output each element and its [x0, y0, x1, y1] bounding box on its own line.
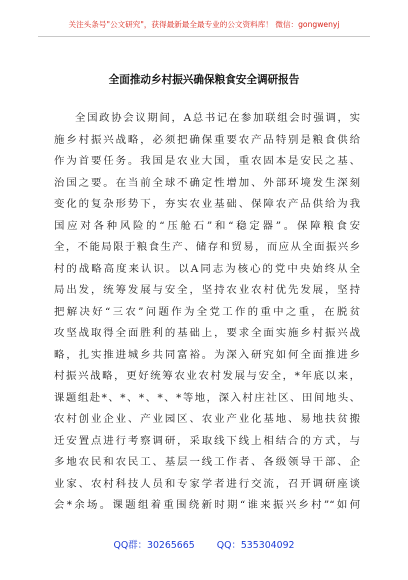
body-line: 村振兴战略，更好统筹农业农村发展与安全，*年底以来，: [54, 370, 360, 382]
body-line: 略，扎实推进城乡共同富裕。为深入研究如何全面推进乡: [54, 348, 360, 361]
page-header: [38, 14, 370, 37]
body-line: 农村创业企业、产业园区、农业产业化基地、易地扶贫搬: [54, 413, 360, 425]
body-line: 把解决好“三农”问题作为全党工作的重中之重，在脱贫: [54, 305, 360, 318]
qq-group-number: QQ群：30265665: [113, 540, 195, 551]
qq-number: QQ：535304092: [216, 540, 295, 551]
body-line: 村的战略高度来认识。以A同志为核心的党中央始终从全: [54, 262, 360, 275]
body-line: 攻坚战取得全面胜利的基础上，要求全面实施乡村振兴战: [54, 327, 360, 339]
body-line: 变化的复杂形势下，夯实农业基础、保障农产品供给为我: [54, 198, 360, 210]
body-line: 治国之要。在当前全球不确定性增加、外部环境发生深刻: [54, 176, 360, 189]
body-line: 业家、农村科技人员和专家学者进行交流，召开调研座谈: [54, 477, 360, 490]
body-line: 课题组赴*、*、*、*、*等地，深入村庄社区、田间地头、: [54, 391, 360, 404]
page-footer: [0, 537, 408, 551]
body-line: 国应对各种风险的“压舱石”和“稳定器”。保障粮食安: [54, 219, 360, 232]
body-line: 全，不能局限于粮食生产、储存和贸易，而应从全面振兴乡: [54, 241, 360, 253]
body-line: 全国政协会议期间，A总书记在参加联组会时强调，实: [75, 112, 360, 124]
document-body: [54, 108, 360, 517]
body-line: 施乡村振兴战略，必须把确保重要农产品特别是粮食供给: [54, 133, 360, 146]
document-title: 全面推动乡村振兴确保粮食安全调研报告: [108, 74, 300, 86]
body-line: 作为首要任务。我国是农业大国，重农固本是安民之基、: [54, 155, 360, 167]
body-line: 会*余场。课题组着重围绕新时期“谁来振兴乡村”“如何: [54, 499, 360, 511]
header-note: 关注头条号"公文研究"，获得最新最全最专业的公文资料库！ 微信：gongwenyj: [68, 20, 340, 29]
body-line: 迁安置点进行考察调研，采取线下线上相结合的方式，与: [54, 434, 360, 447]
body-line: 多地农民和农民工、基层一线工作者、各级领导干部、企: [54, 456, 360, 468]
body-line: 局出发，统筹发展与安全，坚持农业农村优先发展，坚持: [54, 284, 360, 296]
